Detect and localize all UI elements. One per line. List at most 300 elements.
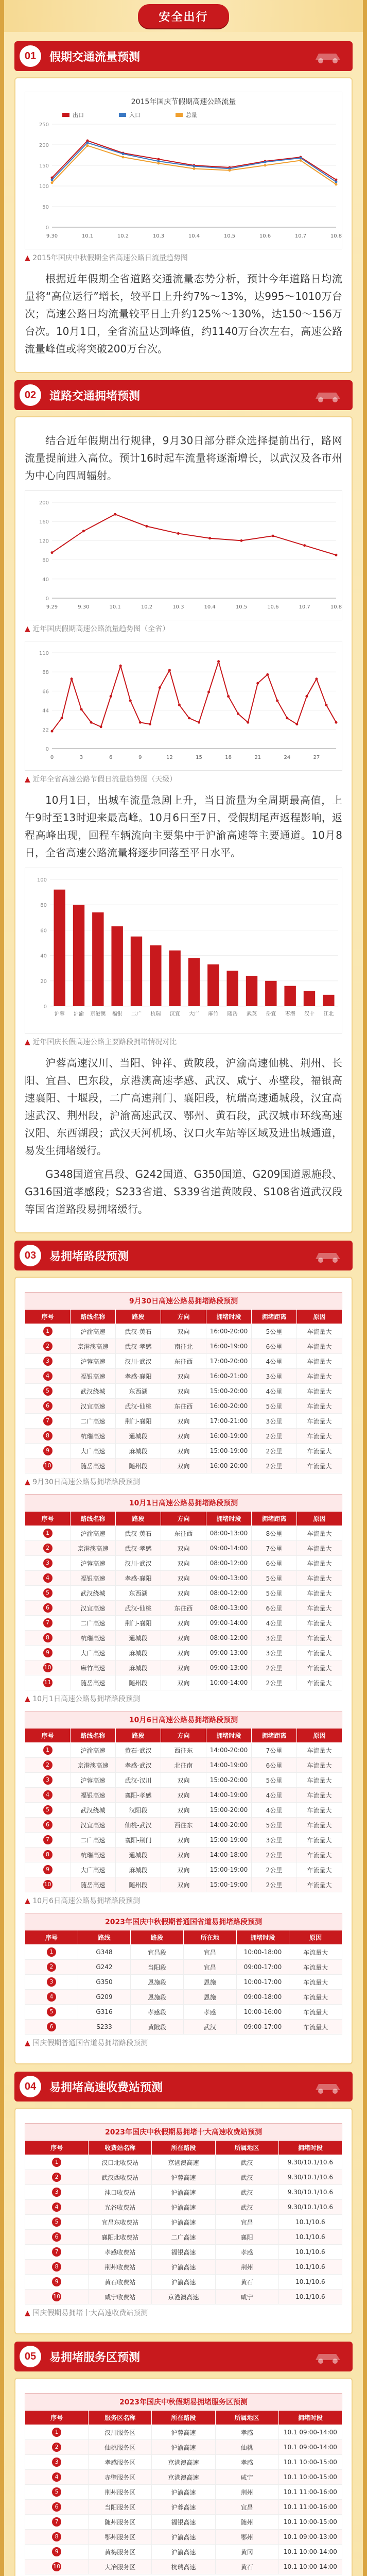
table-row bbox=[25, 1354, 342, 1369]
table-cell: 沪渝高速 bbox=[152, 2185, 215, 2200]
table-cell: 随岳高速 bbox=[71, 1675, 116, 1690]
table-row bbox=[25, 2170, 342, 2185]
table-cell: 15:00-19:00 bbox=[206, 1833, 252, 1848]
rank-badge: 3 bbox=[43, 1558, 53, 1568]
right-border-stripe bbox=[363, 0, 367, 2576]
x-tick-label: 10.7 bbox=[294, 233, 307, 239]
table-cell: G350 bbox=[78, 1975, 131, 1990]
table-cell: 14:00-19:00 bbox=[206, 1788, 252, 1803]
section-title: 易拥堵路段预测 bbox=[49, 1250, 129, 1263]
table-cell: 15:00-20:00 bbox=[206, 1384, 252, 1399]
table-cell: 二广高速 bbox=[152, 2230, 215, 2245]
table-cell: 09:00-17:00 bbox=[236, 2020, 289, 2035]
table-cell: 16:00-20:00 bbox=[206, 1399, 252, 1414]
data-point bbox=[198, 721, 200, 724]
table-row bbox=[25, 1773, 342, 1788]
table-cell: 京港澳高速 bbox=[71, 1541, 116, 1556]
table-cell: 双向 bbox=[161, 1369, 206, 1384]
data-point bbox=[266, 673, 269, 676]
rank-badge: 5 bbox=[43, 1386, 53, 1396]
table-row bbox=[25, 2515, 342, 2530]
table-cell: 宜昌 bbox=[215, 2215, 278, 2230]
table-cell: 2公里 bbox=[252, 1862, 297, 1877]
table-row bbox=[25, 1616, 342, 1631]
table-cell: 08:00-12:00 bbox=[206, 1586, 252, 1601]
table-cell: 2公里 bbox=[252, 1444, 297, 1459]
data-point bbox=[51, 730, 54, 733]
table-row bbox=[25, 1945, 342, 1960]
table-cell: 10.1 11:00-16:00 bbox=[278, 2500, 342, 2515]
table-cell: 鄂州 bbox=[215, 2530, 278, 2545]
table-cell: 二广高速 bbox=[71, 1414, 116, 1429]
table-cell: 武汉-黄石 bbox=[116, 1526, 161, 1541]
column-header: 序号 bbox=[25, 1310, 71, 1324]
data-point bbox=[325, 704, 327, 706]
table-cell: 东往西 bbox=[161, 1399, 206, 1414]
x-tick-label: 9.30 bbox=[46, 233, 58, 239]
table-cell: 15:00-20:00 bbox=[206, 1803, 252, 1818]
rank-badge: 10 bbox=[52, 2292, 61, 2301]
rank-cell bbox=[25, 1743, 71, 1758]
rank-cell bbox=[25, 1631, 71, 1646]
y-tick-label: 66 bbox=[42, 689, 49, 695]
table-cell: 双向 bbox=[161, 1324, 206, 1339]
table-row bbox=[25, 1990, 342, 2005]
rank-badge: 3 bbox=[47, 1977, 56, 1987]
table-cell: 荆门-襄阳 bbox=[116, 1414, 161, 1429]
table-cell: 2公里 bbox=[252, 1459, 297, 1473]
data-table bbox=[25, 1494, 342, 1690]
table-cell: 黄石-武汉 bbox=[116, 1743, 161, 1758]
table-row bbox=[25, 2455, 342, 2470]
table-cell: 5公里 bbox=[252, 1399, 297, 1414]
bar bbox=[92, 912, 103, 1006]
table-cell: 汉川-武汉 bbox=[116, 1354, 161, 1369]
section-04-card bbox=[14, 2108, 353, 2334]
rank-badge: 5 bbox=[52, 2487, 61, 2497]
table-cell: 随州段 bbox=[116, 1459, 161, 1473]
data-point bbox=[227, 695, 230, 698]
x-tick-label: 10.8 bbox=[330, 233, 342, 239]
rank-badge: 2 bbox=[47, 1962, 56, 1972]
data-point bbox=[229, 169, 231, 172]
rank-badge: 10 bbox=[43, 1461, 53, 1470]
table-cell: 双向 bbox=[161, 1862, 206, 1877]
rank-cell bbox=[25, 1646, 71, 1660]
table-cell: 10.1 10:00-15:00 bbox=[278, 2515, 342, 2530]
rank-cell bbox=[25, 2005, 78, 2020]
table-cell: 武汉 bbox=[215, 2170, 278, 2185]
rank-badge: 1 bbox=[43, 1529, 53, 1538]
column-header: 拥堵距离 bbox=[252, 1310, 297, 1324]
series-line bbox=[52, 514, 336, 555]
table-cell: 车流量大 bbox=[297, 1833, 342, 1848]
table-cell: 光谷收费站 bbox=[89, 2200, 152, 2215]
section-03-card bbox=[14, 1277, 353, 2064]
table-cell: G348 bbox=[78, 1945, 131, 1960]
rank-badge: 3 bbox=[52, 2458, 61, 2467]
data-point bbox=[178, 704, 181, 706]
rank-badge: 2 bbox=[52, 2173, 61, 2182]
table-cell: 通城段 bbox=[116, 1429, 161, 1444]
table-cell: 车流量大 bbox=[297, 1354, 342, 1369]
data-point bbox=[122, 152, 125, 155]
x-tick-label: 9.30 bbox=[78, 604, 90, 610]
data-point bbox=[193, 165, 196, 167]
table-cell: 鄂州服务区 bbox=[89, 2530, 152, 2545]
table-cell: 仙桃-武汉 bbox=[116, 1818, 161, 1833]
column-header: 拥堵时段 bbox=[278, 2141, 342, 2155]
table-caption-note: ▲ 10月1日高速公路易拥堵路段预测 bbox=[25, 1693, 342, 1704]
x-tick-label: 10.4 bbox=[188, 233, 200, 239]
bar bbox=[169, 951, 180, 1006]
x-tick-label: 10.1 bbox=[109, 604, 121, 610]
table-cell: 双向 bbox=[161, 1773, 206, 1788]
table-cell: 09:00-14:00 bbox=[206, 1541, 252, 1556]
table-cell: 随岳高速 bbox=[71, 1459, 116, 1473]
column-header: 所属地区 bbox=[215, 2411, 278, 2425]
table-cell: 8公里 bbox=[252, 1526, 297, 1541]
bar-chart-svg bbox=[29, 872, 343, 1027]
table-cell: 襄阳北收费站 bbox=[89, 2230, 152, 2245]
table-cell: 车流量大 bbox=[297, 1384, 342, 1399]
x-tick-label: 沪渝 bbox=[74, 1011, 84, 1017]
y-tick-label: 80 bbox=[42, 557, 49, 564]
car-icon bbox=[312, 2347, 343, 2366]
series-line bbox=[52, 143, 336, 182]
rank-cell bbox=[25, 2020, 78, 2035]
rank-cell bbox=[25, 1586, 71, 1601]
table-cell: 随州段 bbox=[116, 1675, 161, 1690]
car-icon bbox=[312, 1246, 343, 1265]
paragraph: 结合近年假期出行规律，9月30日部分群众选择提前出行，路网流量提前进入高位。预计16时起车流量将逐渐增长，以武汉及各市州为中心向四周辐射。 bbox=[25, 434, 342, 482]
table-cell: 孝感-襄阳 bbox=[116, 1369, 161, 1384]
table-row bbox=[25, 1384, 342, 1399]
table-cell: 武汉-仙桃 bbox=[116, 1399, 161, 1414]
rank-badge: 7 bbox=[52, 2517, 61, 2527]
table-cell: 麻城段 bbox=[116, 1660, 161, 1675]
data-point bbox=[61, 717, 63, 719]
column-header: 原因 bbox=[289, 1930, 342, 1945]
table-cell: 荆门-襄阳 bbox=[116, 1616, 161, 1631]
table-row bbox=[25, 2200, 342, 2215]
table-cell: 14:00-18:00 bbox=[206, 1848, 252, 1862]
table-cell: 车流量大 bbox=[297, 1571, 342, 1586]
table-cell: G209 bbox=[78, 1990, 131, 2005]
x-tick-label: 10.5 bbox=[235, 604, 248, 610]
table-row bbox=[25, 1444, 342, 1459]
table-cell: 孝感 bbox=[183, 2005, 236, 2020]
table-cell: 西往东 bbox=[161, 1743, 206, 1758]
rank-cell bbox=[25, 1788, 71, 1803]
table-cell: 双向 bbox=[161, 1384, 206, 1399]
table-row bbox=[25, 2260, 342, 2275]
data-point bbox=[300, 159, 302, 162]
data-point bbox=[82, 530, 85, 532]
table-row bbox=[25, 1960, 342, 1975]
table-cell: 汉宜高速 bbox=[71, 1601, 116, 1616]
table-row bbox=[25, 1556, 342, 1571]
table-cell: 08:00-13:00 bbox=[206, 1526, 252, 1541]
y-tick-label: 22 bbox=[42, 727, 49, 733]
table-cell: 双向 bbox=[161, 1877, 206, 1892]
table-cell: 车流量大 bbox=[297, 1414, 342, 1429]
table-cell: 大广高速 bbox=[71, 1862, 116, 1877]
table-caption: 2023年国庆中秋假期易拥堵十大高速收费站预测 bbox=[25, 2123, 342, 2140]
table-cell: 16:00-20:00 bbox=[206, 1459, 252, 1473]
table-header-row bbox=[25, 1728, 342, 1743]
table-cell: 15:00-19:00 bbox=[206, 1862, 252, 1877]
table-row bbox=[25, 1848, 342, 1862]
table-cell: 双向 bbox=[161, 1660, 206, 1675]
column-header: 路线名称 bbox=[71, 1310, 116, 1324]
table-cell: 6公里 bbox=[252, 1758, 297, 1773]
x-tick-label: 武英 bbox=[247, 1011, 257, 1017]
x-tick-label: 10.5 bbox=[223, 233, 236, 239]
data-point bbox=[207, 691, 210, 693]
table-row bbox=[25, 1818, 342, 1833]
section-01-card bbox=[14, 77, 353, 373]
x-tick-label: 麻竹 bbox=[208, 1011, 219, 1017]
table-cell: 10.1 10:00-14:00 bbox=[278, 2560, 342, 2574]
rank-badge: 8 bbox=[52, 2532, 61, 2541]
y-tick-label: 0 bbox=[45, 596, 49, 602]
table-cell: 车流量大 bbox=[297, 1818, 342, 1833]
data-point bbox=[159, 686, 161, 689]
table-cell: 西往东 bbox=[161, 1818, 206, 1833]
data-point bbox=[168, 669, 171, 671]
table-cell: 08:00-12:00 bbox=[206, 1631, 252, 1646]
rank-badge: 2 bbox=[43, 1342, 53, 1351]
table-cell: 仙桃 bbox=[215, 2440, 278, 2455]
table-cell: 车流量大 bbox=[297, 1526, 342, 1541]
line-chart-svg bbox=[29, 646, 343, 764]
table-cell: 沪蓉高速 bbox=[71, 1773, 116, 1788]
rank-badge: 3 bbox=[52, 2188, 61, 2197]
table-cell: 襄阳-孝感 bbox=[116, 1788, 161, 1803]
table-row bbox=[25, 1459, 342, 1473]
x-tick-label: 沪蓉 bbox=[54, 1011, 65, 1017]
rank-badge: 4 bbox=[43, 1790, 53, 1800]
column-header: 路段 bbox=[116, 1310, 161, 1324]
table-cell: 汉宜高速 bbox=[71, 1818, 116, 1833]
bar bbox=[284, 986, 295, 1006]
table-row bbox=[25, 1631, 342, 1646]
car-icon bbox=[312, 385, 343, 405]
rank-cell bbox=[25, 1399, 71, 1414]
rank-cell bbox=[25, 1459, 71, 1473]
table-row bbox=[25, 1660, 342, 1675]
table-cell: 车流量大 bbox=[297, 1601, 342, 1616]
table-cell: 沌口收费站 bbox=[89, 2185, 152, 2200]
table-caption: 10月6日高速公路易拥堵路段预测 bbox=[25, 1711, 342, 1728]
data-point bbox=[51, 551, 54, 554]
y-tick-label: 160 bbox=[39, 519, 49, 526]
section-number: 02 bbox=[20, 384, 41, 406]
table-cell: 2公里 bbox=[252, 1848, 297, 1862]
line-chart-svg bbox=[29, 495, 343, 614]
rank-badge: 2 bbox=[43, 1544, 53, 1553]
data-point bbox=[315, 677, 318, 680]
table-caption: 2023年国庆中秋假期普通国省道易拥堵路段预测 bbox=[25, 1913, 342, 1930]
data-point bbox=[51, 179, 54, 181]
data-point bbox=[217, 660, 220, 663]
table-cell: 09:00-14:00 bbox=[206, 1616, 252, 1631]
table-cell: 14:00-19:00 bbox=[206, 1758, 252, 1773]
x-tick-label: 汉十 bbox=[304, 1011, 314, 1017]
table-row bbox=[25, 2440, 342, 2455]
data-point bbox=[188, 717, 190, 719]
rank-badge: 1 bbox=[47, 1947, 56, 1957]
table-row bbox=[25, 2530, 342, 2545]
paragraph: 沪蓉高速汉川、当阳、钟祥、黄陂段，沪渝高速仙桃、荆州、长阳、宜昌、巴东段，京港澳高速孝感、武汉、咸宁、赤壁段，福银高速襄阳、十堰段，二广高速荆门、襄阳段，杭瑞高速通城段，汉宜高速武汉、荆州段，沪渝高速武汉、鄂州、黄石段，武汉城市环线高速汉阳、东西湖段；武汉天河机场、汉口火车站等区域及进出城通道，易发生拥堵缓行。 bbox=[25, 1057, 342, 1157]
table-cell: 10:00-17:00 bbox=[236, 1975, 289, 1990]
rank-cell bbox=[25, 1601, 71, 1616]
column-header: 序号 bbox=[25, 1930, 78, 1945]
table-cell: 二广高速 bbox=[71, 1833, 116, 1848]
table-row bbox=[25, 2485, 342, 2500]
table-row bbox=[25, 1339, 342, 1354]
table-cell: 4公里 bbox=[252, 1354, 297, 1369]
table-cell: 东往西 bbox=[161, 1601, 206, 1616]
bar bbox=[188, 958, 200, 1006]
table-cell: 襄阳-荆门 bbox=[116, 1833, 161, 1848]
y-tick-label: 40 bbox=[42, 577, 49, 583]
table-cell: 杭瑞高速 bbox=[71, 1631, 116, 1646]
table-cell: 孝感-襄阳 bbox=[116, 1571, 161, 1586]
section-05-card bbox=[14, 2378, 353, 2576]
rank-badge: 6 bbox=[47, 2022, 56, 2031]
table-cell: 双向 bbox=[161, 1444, 206, 1459]
table-cell: 沪渝高速 bbox=[71, 1526, 116, 1541]
table-cell: 孝感段 bbox=[131, 2005, 184, 2020]
table-cell: 10.1 10:00-15:00 bbox=[278, 2455, 342, 2470]
table-cell: 10:00-16:00 bbox=[236, 2005, 289, 2020]
car-icon bbox=[312, 46, 343, 66]
table-cell: 沪渝高速 bbox=[152, 2200, 215, 2215]
table-cell: 10.1/10.6 bbox=[278, 2230, 342, 2245]
data-point bbox=[264, 164, 267, 167]
table-row bbox=[25, 1571, 342, 1586]
table-row bbox=[25, 2425, 342, 2440]
rank-badge: 9 bbox=[43, 1648, 53, 1657]
rank-badge: 8 bbox=[43, 1431, 53, 1440]
y-tick-label: 100 bbox=[37, 877, 47, 883]
column-header: 收费站名称 bbox=[89, 2141, 152, 2155]
table-cell: 双向 bbox=[161, 1414, 206, 1429]
rank-badge: 1 bbox=[43, 1327, 53, 1336]
series-line bbox=[52, 141, 336, 180]
data-point bbox=[146, 525, 148, 528]
rank-cell bbox=[25, 2470, 89, 2485]
y-tick-label: 44 bbox=[42, 708, 49, 714]
table-cell: 双向 bbox=[161, 1429, 206, 1444]
table-cell: 沪蓉高速 bbox=[152, 2170, 215, 2185]
table-row bbox=[25, 1601, 342, 1616]
table-row bbox=[25, 2500, 342, 2515]
table-cell: 黄石 bbox=[215, 2275, 278, 2290]
table-cell: 沪渝高速 bbox=[152, 2485, 215, 2500]
bar bbox=[323, 995, 334, 1006]
legend-swatch bbox=[119, 113, 126, 117]
section-02-card bbox=[14, 416, 353, 1233]
table-caption-note: ▲ 国庆假期易拥堵十大高速收费站预测 bbox=[25, 2308, 342, 2318]
x-tick-label: 福银 bbox=[112, 1011, 123, 1017]
table-cell: 10.1 09:00-14:00 bbox=[278, 2440, 342, 2455]
rank-cell bbox=[25, 2275, 89, 2290]
data-point bbox=[129, 700, 132, 702]
table-cell: 3公里 bbox=[252, 1833, 297, 1848]
table-cell: 双向 bbox=[161, 1833, 206, 1848]
x-tick-label: 6 bbox=[109, 755, 113, 760]
rank-cell bbox=[25, 2545, 89, 2560]
table-cell: 随岳高速 bbox=[71, 1877, 116, 1892]
table-cell: 武汉绕城 bbox=[71, 1803, 116, 1818]
table-cell: 孝感-武汉 bbox=[116, 1758, 161, 1773]
column-header: 拥堵时段 bbox=[206, 1728, 252, 1743]
column-header: 所属地区 bbox=[215, 2141, 278, 2155]
table-row bbox=[25, 2215, 342, 2230]
table-caption-note: ▲ 9月30日高速公路易拥堵路段预测 bbox=[25, 1477, 342, 1487]
rank-badge: 11 bbox=[43, 1678, 53, 1687]
x-tick-label: 随岳 bbox=[227, 1011, 238, 1017]
bar bbox=[54, 890, 65, 1006]
rank-cell bbox=[25, 1877, 71, 1892]
rank-cell bbox=[25, 1660, 71, 1675]
rank-cell bbox=[25, 2425, 89, 2440]
table-cell: 荆州 bbox=[215, 2485, 278, 2500]
x-tick-label: 0 bbox=[50, 755, 54, 760]
rank-cell bbox=[25, 2560, 89, 2574]
table-header-row bbox=[25, 2411, 342, 2425]
legend-swatch bbox=[176, 113, 183, 117]
table-cell: 10.1/10.6 bbox=[278, 2290, 342, 2304]
table-cell: 武汉-仙桃 bbox=[116, 1601, 161, 1616]
chart-title: 2015年国庆节假期高速公路流量 bbox=[131, 98, 236, 106]
table-cell: 4公里 bbox=[252, 1384, 297, 1399]
table-cell: 武汉-黄石 bbox=[116, 1324, 161, 1339]
table-cell: 京港澳高速 bbox=[152, 2470, 215, 2485]
data-point bbox=[335, 183, 338, 185]
y-tick-label: 150 bbox=[39, 163, 49, 169]
rank-cell bbox=[25, 1773, 71, 1788]
rank-cell bbox=[25, 2170, 89, 2185]
column-header: 序号 bbox=[25, 2411, 89, 2425]
table-cell: 车流量大 bbox=[289, 1975, 342, 1990]
table-cell: 15:00-20:00 bbox=[206, 1773, 252, 1788]
data-point bbox=[305, 695, 308, 698]
table-row bbox=[25, 1743, 342, 1758]
x-tick-label: 3 bbox=[79, 755, 83, 760]
table-cell: 车流量大 bbox=[297, 1862, 342, 1877]
table-row bbox=[25, 1877, 342, 1892]
column-header: 所在路段 bbox=[152, 2411, 215, 2425]
table-cell: 襄阳 bbox=[215, 2230, 278, 2245]
table-cell: 双向 bbox=[161, 1556, 206, 1571]
y-tick-label: 40 bbox=[40, 953, 47, 959]
data-table bbox=[25, 1913, 342, 2035]
table-cell: 5公里 bbox=[252, 1773, 297, 1788]
table-cell: 9.30/10.1/10.6 bbox=[278, 2155, 342, 2170]
rank-badge: 6 bbox=[43, 1603, 53, 1613]
section-04-header bbox=[14, 2072, 353, 2102]
table-cell: 麻竹高速 bbox=[71, 1660, 116, 1675]
table-row bbox=[25, 2020, 342, 2035]
y-tick-label: 20 bbox=[40, 978, 47, 985]
table-cell: 宜昌东收费站 bbox=[89, 2215, 152, 2230]
rank-badge: 4 bbox=[47, 1992, 56, 2002]
table-cell: 荆州服务区 bbox=[89, 2485, 152, 2500]
